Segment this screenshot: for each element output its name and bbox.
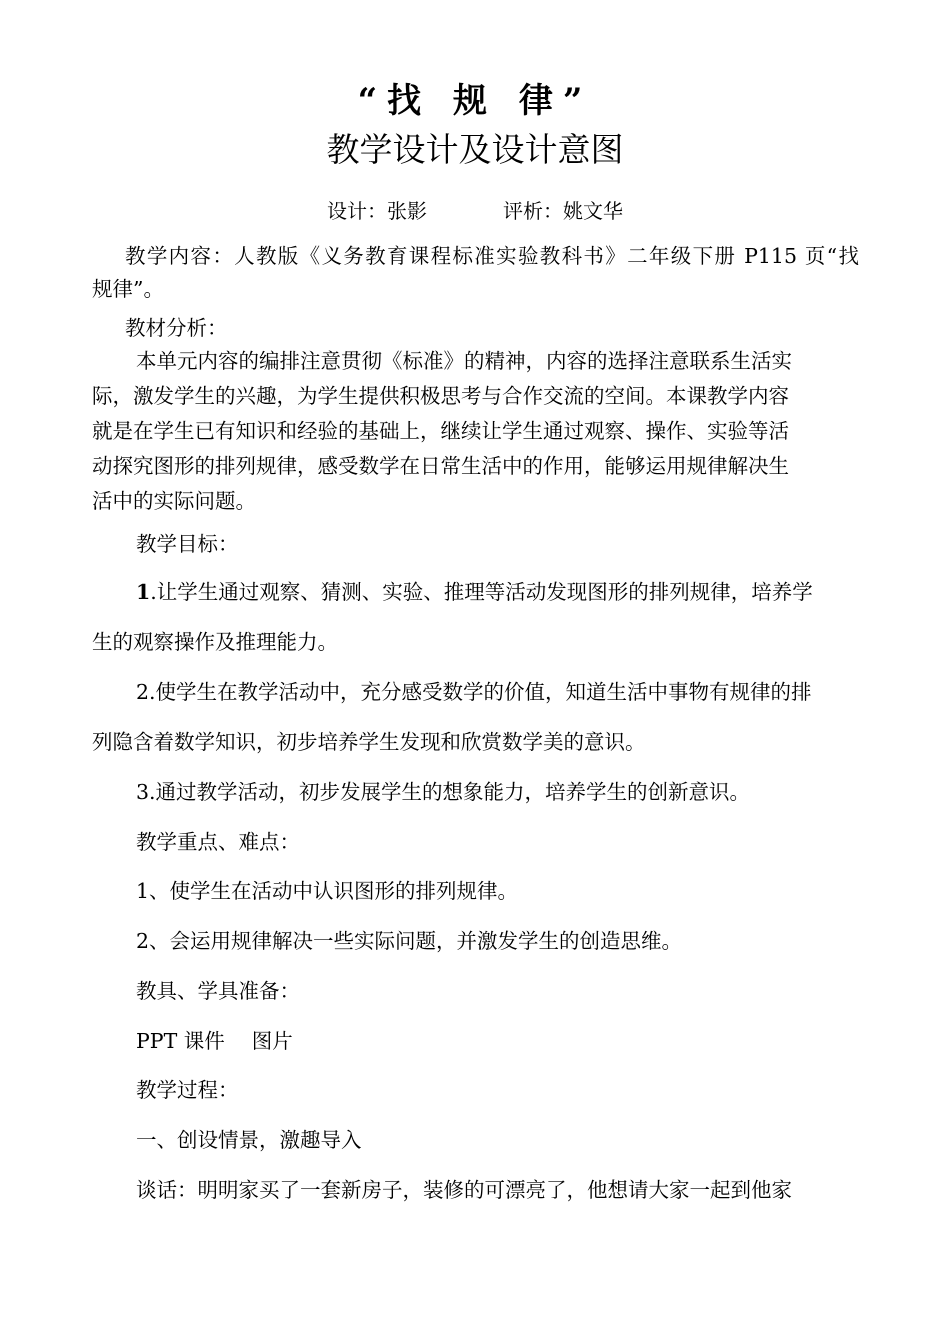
key-point-1: 1、使学生在活动中认识图形的排列规律。 — [136, 879, 519, 903]
goal-1-line-2: 生的观察操作及推理能力。 — [92, 630, 338, 654]
goal-1-number: 1 — [136, 580, 151, 604]
key-points-heading: 教学重点、难点： — [136, 830, 300, 854]
document-title: “找 规 律” — [357, 81, 593, 121]
process-talk: 谈话：明明家买了一套新房子，装修的可漂亮了，他想请大家一起到他家 — [136, 1178, 792, 1202]
analysis-heading: 教材分析： — [125, 316, 228, 340]
byline-reviewer: 评析：姚文华 — [503, 199, 623, 223]
process-heading: 教学过程： — [136, 1078, 239, 1102]
document-subtitle: 教学设计及设计意图 — [326, 130, 624, 169]
tools-items: PPT 课件 图片 — [136, 1029, 293, 1053]
byline-designer: 设计：张影 — [327, 199, 427, 223]
analysis-line-1: 本单元内容的编排注意贯彻《标准》的精神，内容的选择注意联系生活实 — [136, 349, 792, 373]
analysis-line-5: 活中的实际问题。 — [92, 489, 256, 513]
goal-2-line-2: 列隐含着数学知识，初步培养学生发现和欣赏数学美的意识。 — [92, 730, 646, 754]
tools-heading: 教具、学具准备： — [136, 979, 300, 1003]
goals-heading: 教学目标： — [136, 532, 239, 556]
analysis-line-3: 就是在学生已有知识和经验的基础上，继续让学生通过观察、操作、实验等活 — [92, 419, 789, 443]
content-line-2: 规律”。 — [92, 277, 164, 301]
analysis-line-4: 动探究图形的排列规律，感受数学在日常生活中的作用，能够运用规律解决生 — [92, 454, 789, 478]
goal-1-text: .让学生通过观察、猜测、实验、推理等活动发现图形的排列规律，培养学 — [150, 580, 813, 604]
key-point-2: 2、会运用规律解决一些实际问题，并激发学生的创造思维。 — [136, 929, 683, 953]
goal-1-line-1 — [136, 582, 813, 603]
byline — [0, 201, 950, 221]
analysis-line-2: 际，激发学生的兴趣，为学生提供积极思考与合作交流的空间。本课教学内容 — [92, 384, 789, 408]
process-section-1: 一、创设情景，激趣导入 — [136, 1128, 362, 1152]
content-line-1: 教学内容：人教版《义务教育课程标准实验教科书》二年级下册 P115 页“找 — [125, 244, 859, 268]
goal-2-line-1: 2.使学生在教学活动中，充分感受数学的价值，知道生活中事物有规律的排 — [136, 680, 812, 704]
goal-3: 3.通过教学活动，初步发展学生的想象能力，培养学生的创新意识。 — [136, 780, 751, 804]
